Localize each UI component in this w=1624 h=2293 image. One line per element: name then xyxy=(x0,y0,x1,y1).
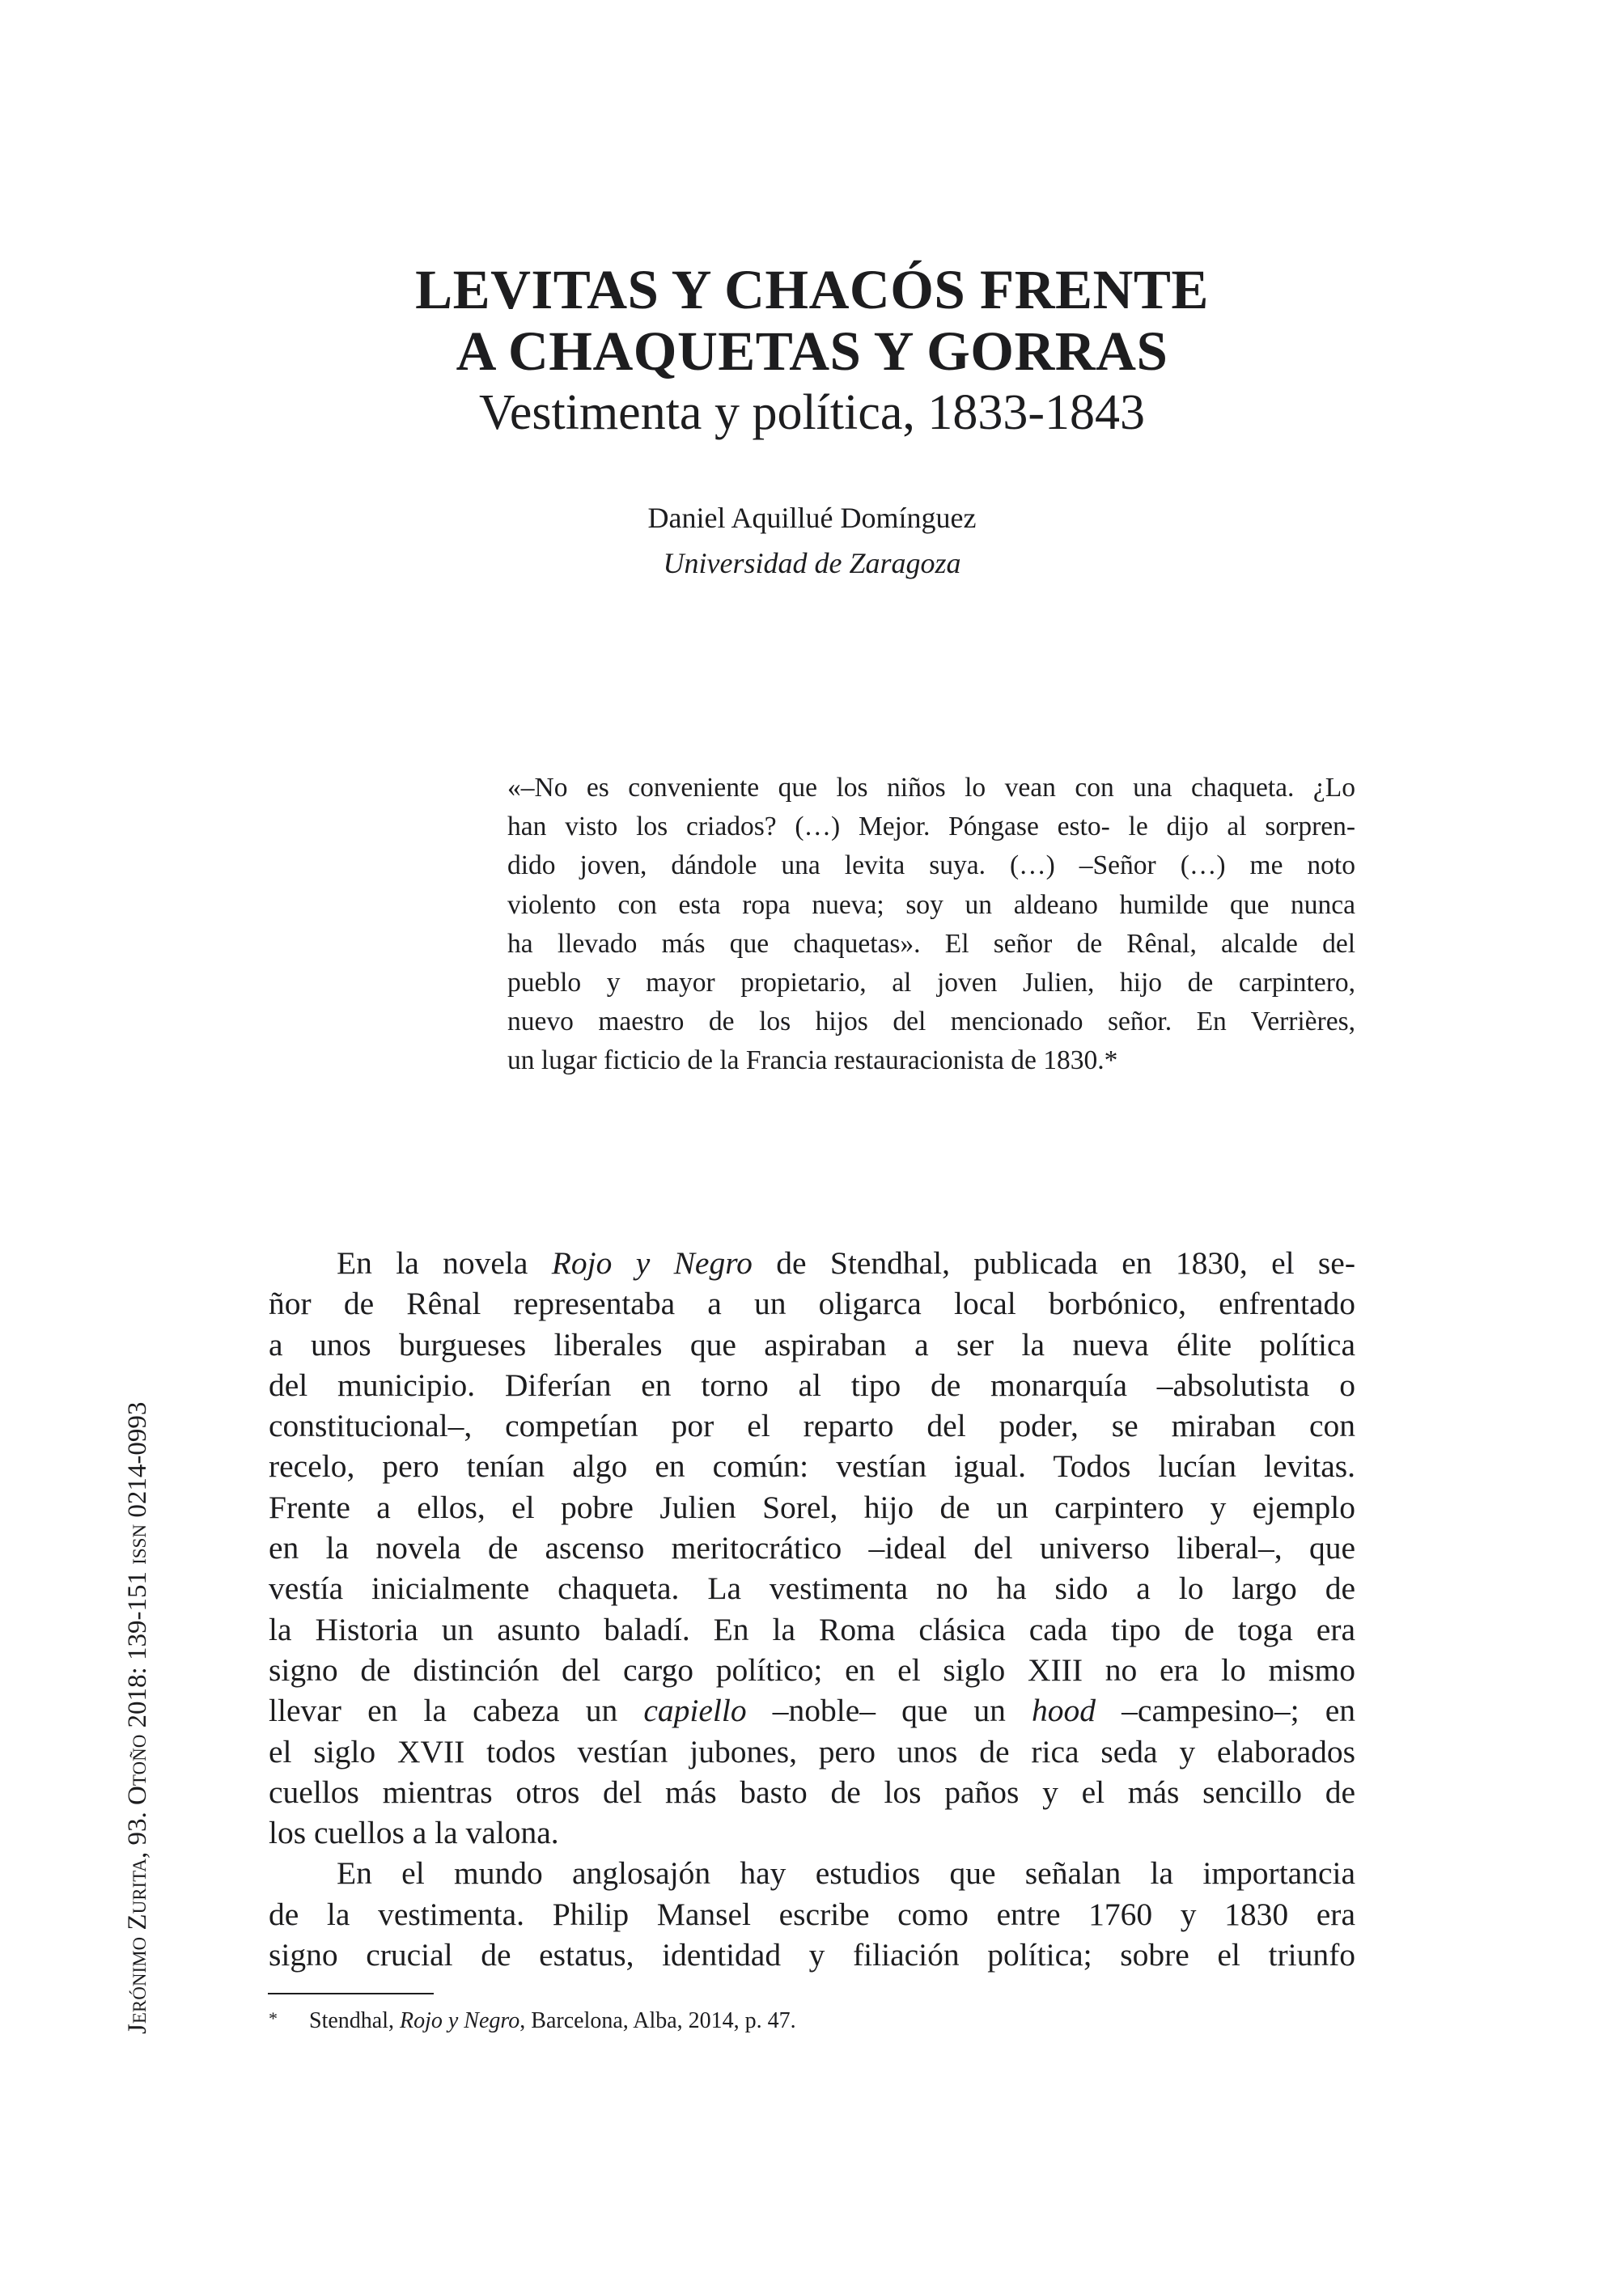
author-name: Daniel Aquillué Domínguez xyxy=(647,502,977,534)
year-pages: 2018: 139-151 xyxy=(123,1564,152,1735)
text-run: –noble– que un xyxy=(746,1693,1032,1729)
text-run: llevar en la cabeza un xyxy=(269,1693,644,1729)
body-line: constitucional–, competían por el reparto del poder, se miraban con xyxy=(269,1408,1355,1444)
body-line xyxy=(269,1243,1355,1283)
epigraph-line: dido joven, dándole una levita suya. (…) –Señor (…) me noto xyxy=(507,850,1355,881)
text-run: –campesino–; en xyxy=(1096,1693,1355,1729)
author-block xyxy=(486,495,1138,586)
footnote-separator xyxy=(268,1993,434,1994)
epigraph-line: un lugar ficticio de la Francia restauracionista de 1830.* xyxy=(507,1045,1118,1076)
term-italic: capiello xyxy=(643,1693,747,1729)
text-run: Stendhal, xyxy=(309,2008,400,2033)
term-italic: hood xyxy=(1032,1693,1096,1729)
body-line: en la novela de ascenso meritocrático –ideal del universo liberal–, que xyxy=(269,1530,1355,1566)
journal-name: Jerónimo Zurita xyxy=(123,1858,152,2034)
issue-number: , 93. xyxy=(123,1804,152,1859)
article-subtitle: Vestimenta y política, 1833-1843 xyxy=(478,385,1146,440)
vertical-running-head xyxy=(121,1341,154,2034)
body-line: cuellos mientras otros del más basto de los paños y el más sencillo de xyxy=(269,1774,1355,1810)
body-line: la Historia un asunto baladí. En la Roma clásica cada tipo de toga era xyxy=(269,1611,1355,1647)
epigraph-line: nuevo maestro de los hijos del mencionado señor. En Verrières, xyxy=(507,1007,1355,1037)
text-run: En la novela xyxy=(337,1245,552,1281)
body-line: vestía inicialmente chaqueta. La vestimenta no ha sido a lo largo de xyxy=(269,1570,1355,1607)
paragraph-2 xyxy=(269,1853,1355,1975)
body-line: signo crucial de estatus, identidad y filiación política; sobre el triunfo xyxy=(269,1937,1355,1973)
epigraph-line: han visto los criados? (…) Mejor. Póngase esto- le dijo al sorpren- xyxy=(507,812,1355,842)
paragraph-1 xyxy=(269,1243,1355,1853)
author-affiliation: Universidad de Zaragoza xyxy=(663,547,961,579)
text-run: , Barcelona, Alba, 2014, p. 47. xyxy=(519,2008,796,2033)
epigraph-line: violento con esta ropa nueva; soy un aldeano humilde que nunca xyxy=(507,889,1355,920)
epigraph-line: «–No es conveniente que los niños lo vean con una chaqueta. ¿Lo xyxy=(507,773,1355,803)
body-line: ñor de Rênal representaba a un oligarca local borbónico, enfrentado xyxy=(269,1286,1355,1322)
footnote xyxy=(269,2003,1355,2037)
body-line: el siglo XVII todos vestían jubones, pero unos de rica seda y elaborados xyxy=(269,1733,1355,1770)
article-title-block xyxy=(324,259,1300,442)
book-title-italic: Rojo y Negro xyxy=(551,1245,753,1281)
article-title-line-1: LEVITAS Y CHACÓS FRENTE xyxy=(415,259,1209,320)
body-line xyxy=(269,1690,1355,1731)
body-line: de la vestimenta. Philip Mansel escribe como entre 1760 y 1830 era xyxy=(269,1896,1355,1932)
book-title-italic: Rojo y Negro xyxy=(400,2008,520,2033)
season: Otoño xyxy=(123,1734,152,1805)
body-line: recelo, pero tenían algo en común: vestían igual. Todos lucían levitas. xyxy=(269,1448,1355,1485)
article-title-line-2: A CHAQUETAS Y GORRAS xyxy=(456,320,1168,382)
text-run: de Stendhal, publicada en 1830, el se- xyxy=(752,1245,1355,1281)
epigraph-line: pueblo y mayor propietario, al joven Julien, hijo de carpintero, xyxy=(507,968,1355,998)
body-line: Frente a ellos, el pobre Julien Sorel, hijo de un carpintero y ejemplo xyxy=(269,1489,1355,1525)
epigraph-quote xyxy=(507,769,1355,1081)
body-line: del municipio. Diferían en torno al tipo de monarquía –absolutista o xyxy=(269,1367,1355,1403)
footnote-mark: * xyxy=(269,2008,278,2028)
body-line: En el mundo anglosajón hay estudios que señalan la importancia xyxy=(337,1855,1355,1892)
running-head-text xyxy=(121,1341,154,2034)
body-line: signo de distinción del cargo político; en el siglo XIII no era lo mismo xyxy=(269,1651,1355,1688)
body-line: los cuellos a la valona. xyxy=(269,1815,559,1851)
epigraph-line: ha llevado más que chaquetas». El señor de Rênal, alcalde del xyxy=(507,928,1355,959)
body-text xyxy=(269,1243,1355,1975)
issn-label: issn xyxy=(123,1524,152,1565)
issn-number: 0214-0993 xyxy=(123,1401,152,1524)
body-line: a unos burgueses liberales que aspiraban a ser la nueva élite política xyxy=(269,1326,1355,1363)
